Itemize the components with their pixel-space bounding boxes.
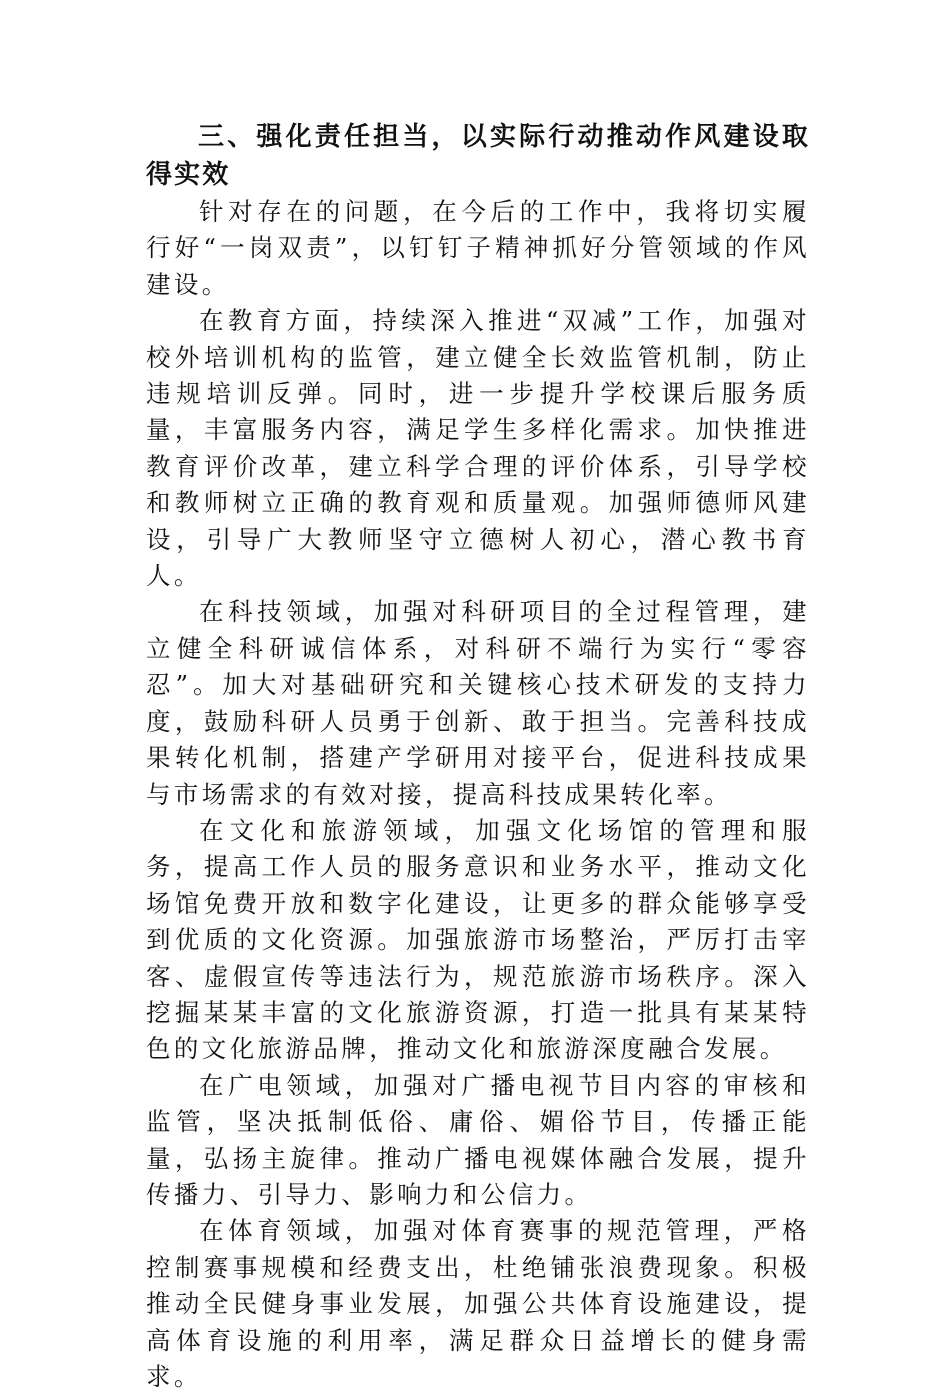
- paragraph-sports: 在体育领域，加强对体育赛事的规范管理，严格控制赛事规模和经费支出，杜绝铺张浪费现象。积极推动全民健身事业发展，加强公共体育设施建设，提高体育设施的利用率，满足群众日益增长的健身需求。: [146, 1216, 810, 1391]
- paragraph-intro: 针对存在的问题，在今后的工作中，我将切实履行好“一岗双责”，以钉钉子精神抓好分管领域的作风建设。: [146, 197, 810, 299]
- paragraph-broadcasting: 在广电领域，加强对广播电视节目内容的审核和监管，坚决抵制低俗、庸俗、媚俗节目，传播正能量，弘扬主旋律。推动广播电视媒体融合发展，提升传播力、引导力、影响力和公信力。: [146, 1070, 810, 1209]
- paragraph-education: 在教育方面，持续深入推进“双减”工作，加强对校外培训机构的监管，建立健全长效监管机制，防止违规培训反弹。同时，进一步提升学校课后服务质量，丰富服务内容，满足学生多样化需求。加快推进教育评价改革，建立科学合理的评价体系，引导学校和教师树立正确的教育观和质量观。加强师德师风建设，引导广大教师坚守立德树人初心，潜心教书育人。: [146, 306, 810, 591]
- paragraph-technology: 在科技领域，加强对科研项目的全过程管理，建立健全科研诚信体系，对科研不端行为实行“零容忍”。加大对基础研究和关键核心技术研发的支持力度，鼓励科研人员勇于创新、敢于担当。完善科技成果转化机制，搭建产学研用对接平台，促进科技成果与市场需求的有效对接，提高科技成果转化率。: [146, 597, 810, 809]
- section-heading: 三、强化责任担当，以实际行动推动作风建设取得实效: [146, 122, 810, 190]
- paragraph-culture-tourism: 在文化和旅游领域，加强文化场馆的管理和服务，提高工作人员的服务意识和业务水平，推动文化场馆免费开放和数字化建设，让更多的群众能够享受到优质的文化资源。加强旅游市场整治，严厉打击宰客、虚假宣传等违法行为，规范旅游市场秩序。深入挖掘某某丰富的文化旅游资源，打造一批具有某某特色的文化旅游品牌，推动文化和旅游深度融合发展。: [146, 815, 810, 1064]
